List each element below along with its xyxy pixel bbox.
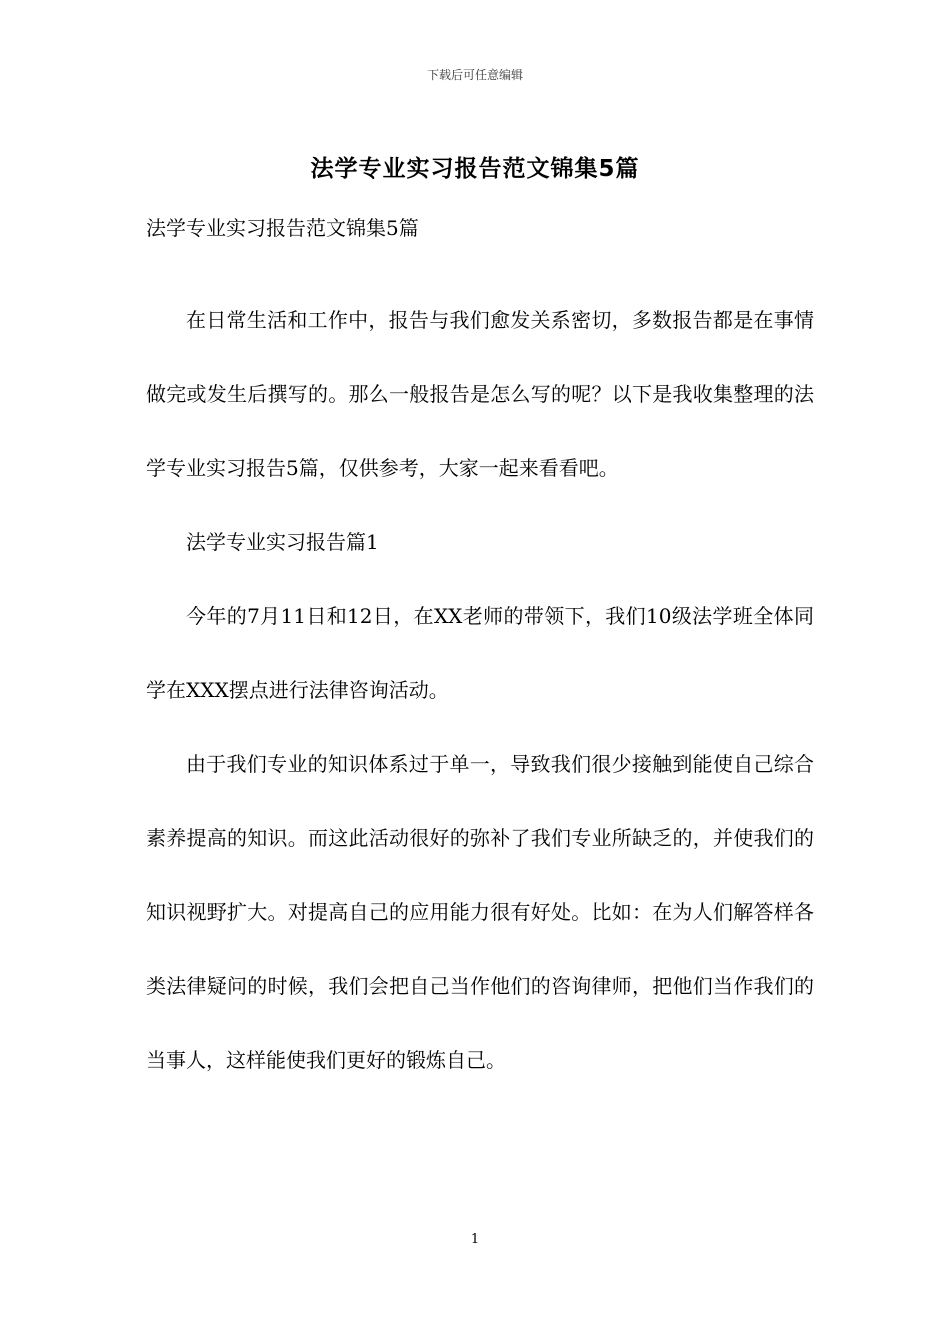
body-paragraph: 由于我们专业的知识体系过于单一，导致我们很少接触到能使自己综合素养提高的知识。而这此活动很好的弥补了我们专业所缺乏的，并使我们的知识视野扩大。对提高自己的应用能力很有好处。比如：在为人们解答样各类法律疑问的时候，我们会把自己当作他们的咨询律师，把他们当作我们的当事人，这样能使我们更好的锻炼自己。 [146, 752, 814, 1072]
body-text [146, 283, 814, 1097]
document-title: 法学专业实习报告范文锦集5篇 [310, 156, 640, 182]
document-subtitle: 法学专业实习报告范文锦集5篇 [146, 216, 419, 240]
page-number: 1 [470, 1232, 480, 1247]
intro-paragraph: 在日常生活和工作中，报告与我们愈发关系密切，多数报告都是在事情做完或发生后撰写的。那么一般报告是怎么写的呢？以下是我收集整理的法学专业实习报告5篇，仅供参考，大家一起来看看吧。 [146, 308, 814, 480]
section-heading: 法学专业实习报告篇1 [186, 530, 379, 554]
body-paragraph: 今年的7月11日和12日，在XX老师的带领下，我们10级法学班全体同学在XXX摆点进行法律咨询活动。 [146, 604, 814, 702]
header-note: 下载后可任意编辑 [426, 68, 523, 82]
